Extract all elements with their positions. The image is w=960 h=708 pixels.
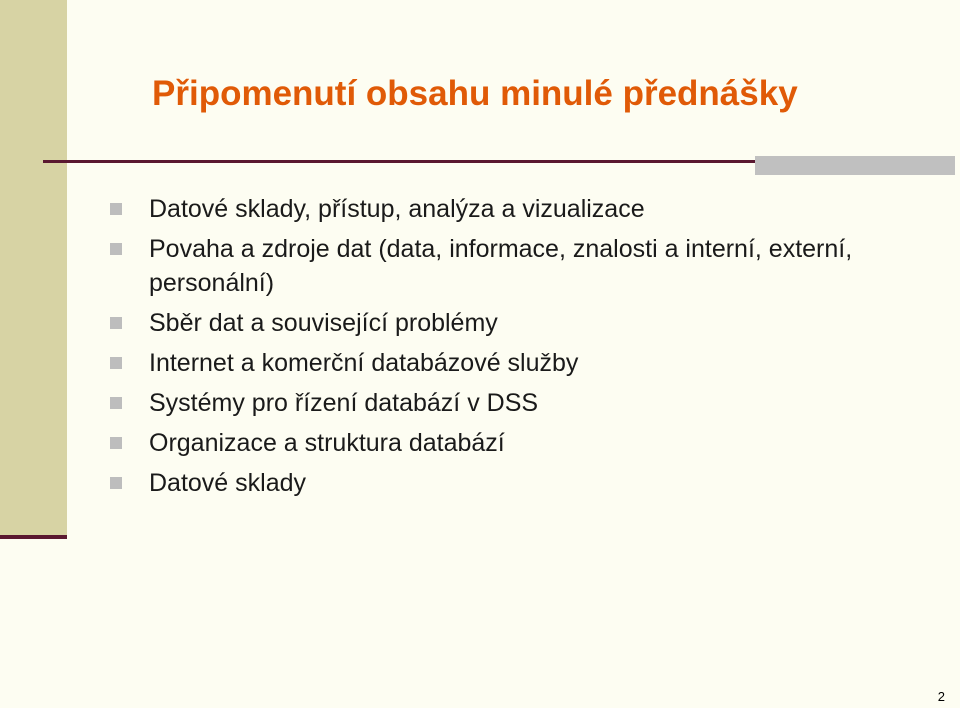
bullet-item	[110, 192, 940, 226]
bullet-item	[110, 306, 940, 340]
bullet-item	[110, 466, 940, 500]
bullet-list	[110, 192, 940, 506]
left-decorative-band	[0, 0, 67, 536]
bullet-text: Datové sklady, přístup, analýza a vizualizace	[149, 195, 645, 223]
bullet-text: Sběr dat a související problémy	[149, 309, 498, 337]
square-bullet-icon	[110, 243, 122, 255]
bullet-item	[110, 426, 940, 460]
bullet-text: Internet a komerční databázové služby	[149, 349, 579, 377]
bullet-item	[110, 232, 940, 300]
left-band-rule	[0, 535, 67, 539]
square-bullet-icon	[110, 437, 122, 449]
bullet-text: Povaha a zdroje dat (data, informace, znalosti a interní, externí, personální)	[149, 235, 853, 297]
bullet-item	[110, 386, 940, 420]
decorative-grey-block	[755, 156, 955, 175]
title-divider	[43, 160, 755, 163]
bullet-item	[110, 346, 940, 380]
bullet-text: Systémy pro řízení databází v DSS	[149, 389, 539, 417]
slide-title: Připomenutí obsahu minulé přednášky	[152, 74, 798, 113]
square-bullet-icon	[110, 203, 122, 215]
bullet-text: Datové sklady	[149, 469, 307, 497]
square-bullet-icon	[110, 397, 122, 409]
square-bullet-icon	[110, 357, 122, 369]
page-number: 2	[937, 689, 945, 704]
square-bullet-icon	[110, 477, 122, 489]
bullet-text: Organizace a struktura databází	[149, 429, 505, 457]
square-bullet-icon	[110, 317, 122, 329]
